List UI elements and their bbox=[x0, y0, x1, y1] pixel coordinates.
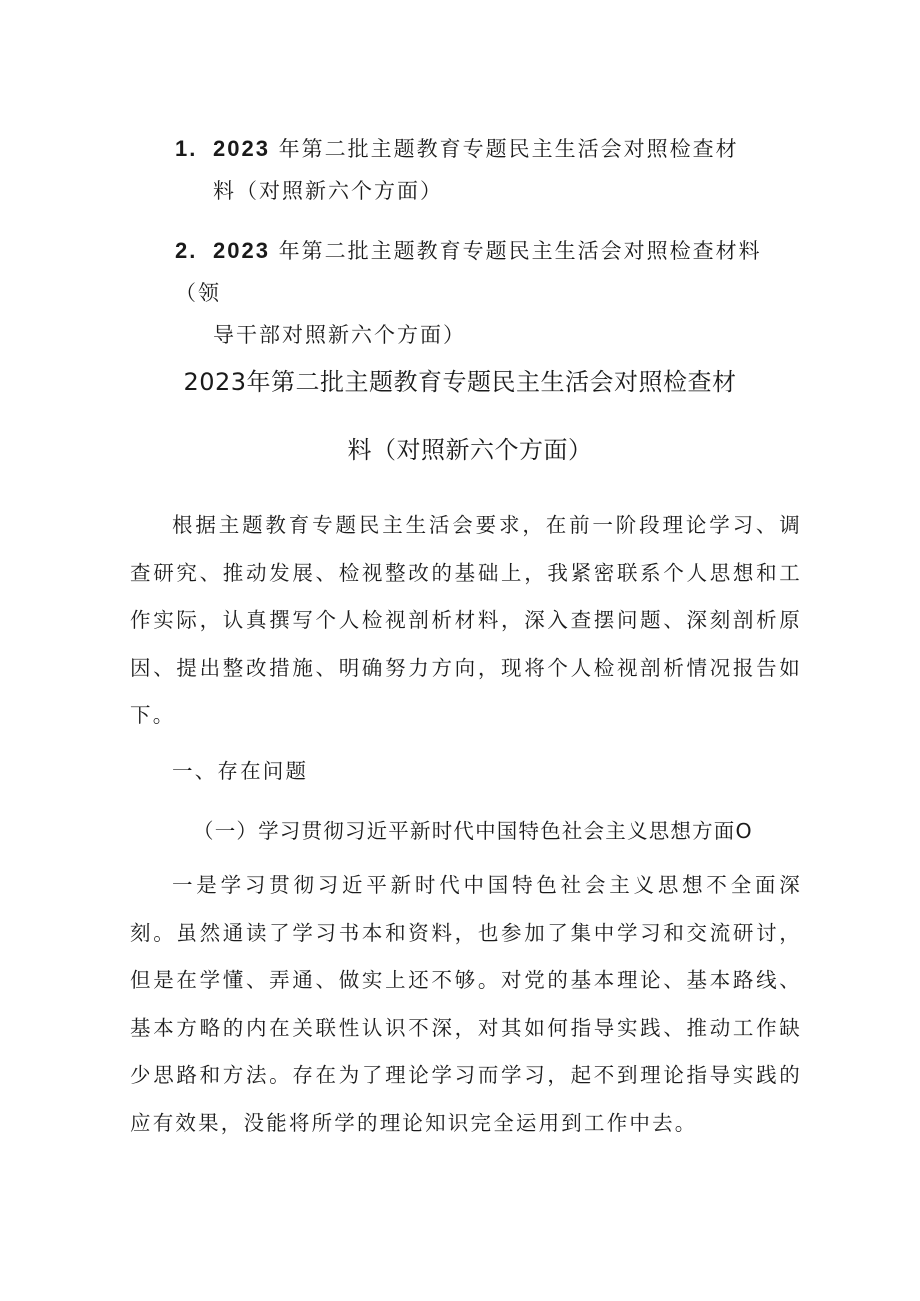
toc-item-year: 2023 bbox=[213, 238, 270, 263]
toc-item-number: 1. bbox=[175, 136, 198, 161]
body-paragraph: 一是学习贯彻习近平新时代中国特色社会主义思想不全面深刻。虽然通读了学习书本和资料，也参加了集中学习和交流研讨，但是在学懂、弄通、做实上还不够。对党的基本理论、基本路线、基本方略的内在关联性认识不深，对其如何指导实践、推动工作缺少思路和方法。存在为了理论学习而学习，起不到理论指导实践的应有效果，没能将所学的理论知识完全运用到工作中去。 bbox=[130, 873, 802, 1135]
section-heading: 一、存在问题 bbox=[172, 759, 309, 783]
toc-item-text: 年第二批主题教育专题民主生活会对照检查材 bbox=[269, 137, 739, 161]
document-title-line-2: 料（对照新六个方面） bbox=[347, 436, 593, 464]
intro-paragraph: 根据主题教育专题民主生活会要求，在前一阶段理论学习、调查研究、推动发展、检视整改的基础上，我紧密联系个人思想和工作实际，认真撰写个人检视剖析材料，深入查摆问题、深刻剖析原因、提出整改措施、明确努力方向，现将个人检视剖析情况报告如下。 bbox=[130, 513, 802, 727]
toc-item-2[interactable] bbox=[175, 230, 795, 356]
toc-item-1[interactable] bbox=[175, 128, 795, 212]
toc-item-line bbox=[175, 128, 795, 170]
toc-item-text-continued: 料（对照新六个方面） bbox=[213, 179, 443, 203]
document-title-line-1: 2023年第二批主题教育专题民主生活会对照检查材 bbox=[183, 368, 737, 396]
toc-item-text: 年第二批主题教育专题民主生活会对照检查材料（领 bbox=[175, 239, 762, 305]
toc-item-line bbox=[175, 230, 795, 314]
toc-item-number: 2. bbox=[175, 238, 198, 263]
toc-item-year: 2023 bbox=[213, 136, 270, 161]
subsection-heading: （一）学习贯彻习近平新时代中国特色社会主义思想方面O bbox=[193, 819, 753, 843]
table-of-contents bbox=[175, 128, 795, 356]
toc-item-text-continued: 导干部对照新六个方面） bbox=[213, 323, 466, 347]
